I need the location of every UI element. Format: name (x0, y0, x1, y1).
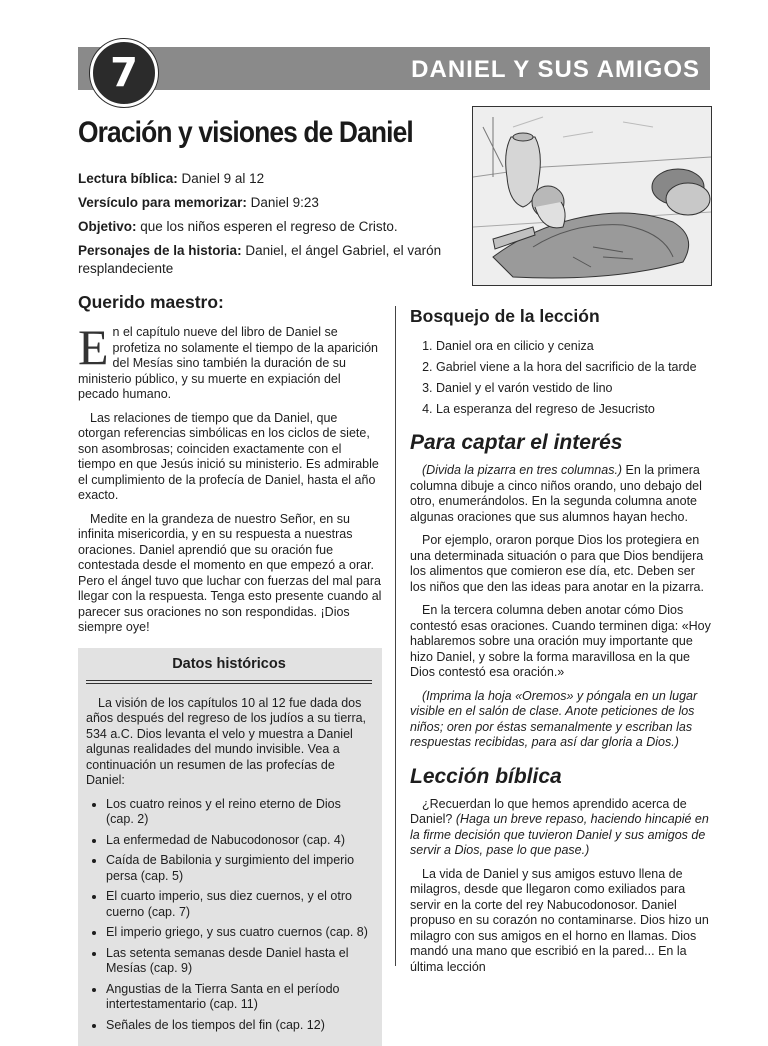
interest-paragraph-2: Por ejemplo, oraron porque Dios los protegiera en una determinada situación o para que Dios bendijera los alimentos que comieron ese día, etc. Deben ser los niños que den las ideas para anotar en la pizarra. (410, 533, 712, 595)
outline-heading: Bosquejo de la lección (410, 306, 712, 327)
list-item: 2. Gabriel viene a la hora del sacrificio de la tarde (436, 360, 712, 375)
bible-p1-italic: (Haga un breve repaso, haciendo hincapié en la firme decisión que tuvieron Daniel y sus amigos de servir a Dios, pase lo que pase.) (410, 812, 709, 857)
reading-value: Daniel 9 al 12 (182, 171, 265, 186)
lesson-number-badge: 7 (90, 39, 158, 107)
daniel-praying-illustration (472, 106, 712, 286)
bible-paragraph-1 (410, 797, 712, 859)
list-item: • Los cuatro reinos y el reino eterno de Dios (cap. 2) (106, 797, 372, 828)
series-title: DANIEL Y SUS AMIGOS (411, 56, 700, 84)
verse-line (78, 194, 458, 212)
historical-intro: La visión de los capítulos 10 al 12 fue dada dos años después del regreso de los judíos a su tierra, 534 a.C. Dios levanta el velo y muestra a Daniel algunas realidades del mundo invisible. Vea a continuación un resumen de las profecías de Daniel: (86, 696, 372, 789)
interest-paragraph-4: (Imprima la hoja «Oremos» y póngala en un lugar visible en el salón de clase. Anote peticiones de los niños; oren por éstas semanalmente y escriban las respuestas recibidas, para así dar gloria a Dios.) (410, 689, 712, 751)
left-column (78, 292, 382, 1046)
list-item: • Angustias de la Tierra Santa en el período intertestamentario (cap. 11) (106, 982, 372, 1013)
list-item: • El imperio griego, y sus cuatro cuernos (cap. 8) (106, 925, 372, 941)
interest-p1-italic: (Divida la pizarra en tres columnas.) (422, 463, 622, 477)
historical-list (86, 797, 372, 1034)
bible-lesson-heading: Lección bíblica (410, 765, 712, 789)
reading-label: Lectura bíblica: (78, 171, 178, 186)
teacher-paragraph-2: Las relaciones de tiempo que da Daniel, que otorgan referencias simbólicas en los ciclos de siete, son asombrosas; coinciden exactamente con el tiempo en que Jesús inició su ministerio. Es admirable el cumplimiento de la profecía de Daniel, hasta el año exacto. (78, 411, 382, 504)
characters-label: Personajes de la historia: (78, 243, 242, 258)
bible-p1-start: ¿Recuerdan lo que hemos aprendido acerca de Daniel? (410, 797, 687, 827)
column-divider (395, 306, 396, 966)
list-item: 3. Daniel y el varón vestido de lino (436, 381, 712, 396)
reading-line (78, 170, 458, 188)
lesson-meta (78, 170, 458, 284)
series-banner (78, 47, 710, 90)
objective-label: Objetivo: (78, 219, 137, 234)
drop-cap: E (78, 327, 109, 367)
interest-p1-rest: En la primera columna dibuje a cinco niños orando, uno debajo del otro, enumerándolos. En la segunda columna anote algunas oraciones que sus alumnos hayan hecho. (410, 463, 702, 524)
teacher-p1-text: n el capítulo nueve del libro de Daniel se profetiza no solamente el tiempo de la aparición del Mesías sino también la duración de su ministerio público, y su muerte en expiación del pecado humano. (78, 325, 378, 401)
lesson-title: Oración y visiones de Daniel (78, 116, 413, 150)
illustration-svg (473, 107, 711, 285)
characters-value: Daniel, el ángel Gabriel, el varón resplandeciente (78, 243, 441, 276)
list-item: 1. Daniel ora en cilicio y ceniza (436, 339, 712, 354)
list-item: • Las setenta semanas desde Daniel hasta el Mesías (cap. 9) (106, 946, 372, 977)
interest-heading: Para captar el interés (410, 431, 712, 455)
teacher-paragraph-3: Medite en la grandeza de nuestro Señor, en su infinita misericordia, y en su respuesta a nuestras oraciones. Daniel aprendió que su oración fue contestada desde el momento en que empezó a orar. Pero el ángel tuvo que luchar con fuerzas del mal para llegar con la respuesta. Tenga esto presente cuando al parecer sus oraciones no son respondidas. ¡Dios siempre oye! (78, 512, 382, 636)
historical-heading: Datos históricos (86, 656, 372, 672)
historical-box (78, 648, 382, 1046)
objective-value: que los niños esperen el regreso de Cristo. (140, 219, 397, 234)
verse-label: Versículo para memorizar: (78, 195, 247, 210)
list-item: • Señales de los tiempos del fin (cap. 12) (106, 1018, 372, 1034)
dear-teacher-heading: Querido maestro: (78, 292, 382, 313)
list-item: • La enfermedad de Nabucodonosor (cap. 4) (106, 833, 372, 849)
characters-line (78, 242, 458, 278)
right-column (410, 306, 712, 983)
historical-rule (86, 680, 372, 684)
interest-paragraph-1 (410, 463, 712, 525)
list-item: 4. La esperanza del regreso de Jesucristo (436, 402, 712, 417)
verse-value: Daniel 9:23 (251, 195, 319, 210)
list-item: • Caída de Babilonia y surgimiento del imperio persa (cap. 5) (106, 853, 372, 884)
bible-paragraph-2: La vida de Daniel y sus amigos estuvo llena de milagros, desde que llegaron como exiliados para servir en la corte del rey Nabucodonosor. Daniel propuso en su corazón no contaminarse. Dios hizo un milagro con sus amigos en el horno en llamas. Dios mandó una mano que escribió en la pared... En la última lección (410, 867, 712, 976)
outline-list (410, 339, 712, 417)
objective-line (78, 218, 458, 236)
list-item: • El cuarto imperio, sus diez cuernos, y el otro cuerno (cap. 7) (106, 889, 372, 920)
interest-paragraph-3: En la tercera columna deben anotar cómo Dios contestó esas oraciones. Cuando terminen diga: «Hoy hablaremos sobre una oración muy importante que hizo Daniel, y sobre la forma maravillosa en la que Dios contestó esa oración.» (410, 603, 712, 681)
teacher-paragraph-1 (78, 325, 382, 403)
